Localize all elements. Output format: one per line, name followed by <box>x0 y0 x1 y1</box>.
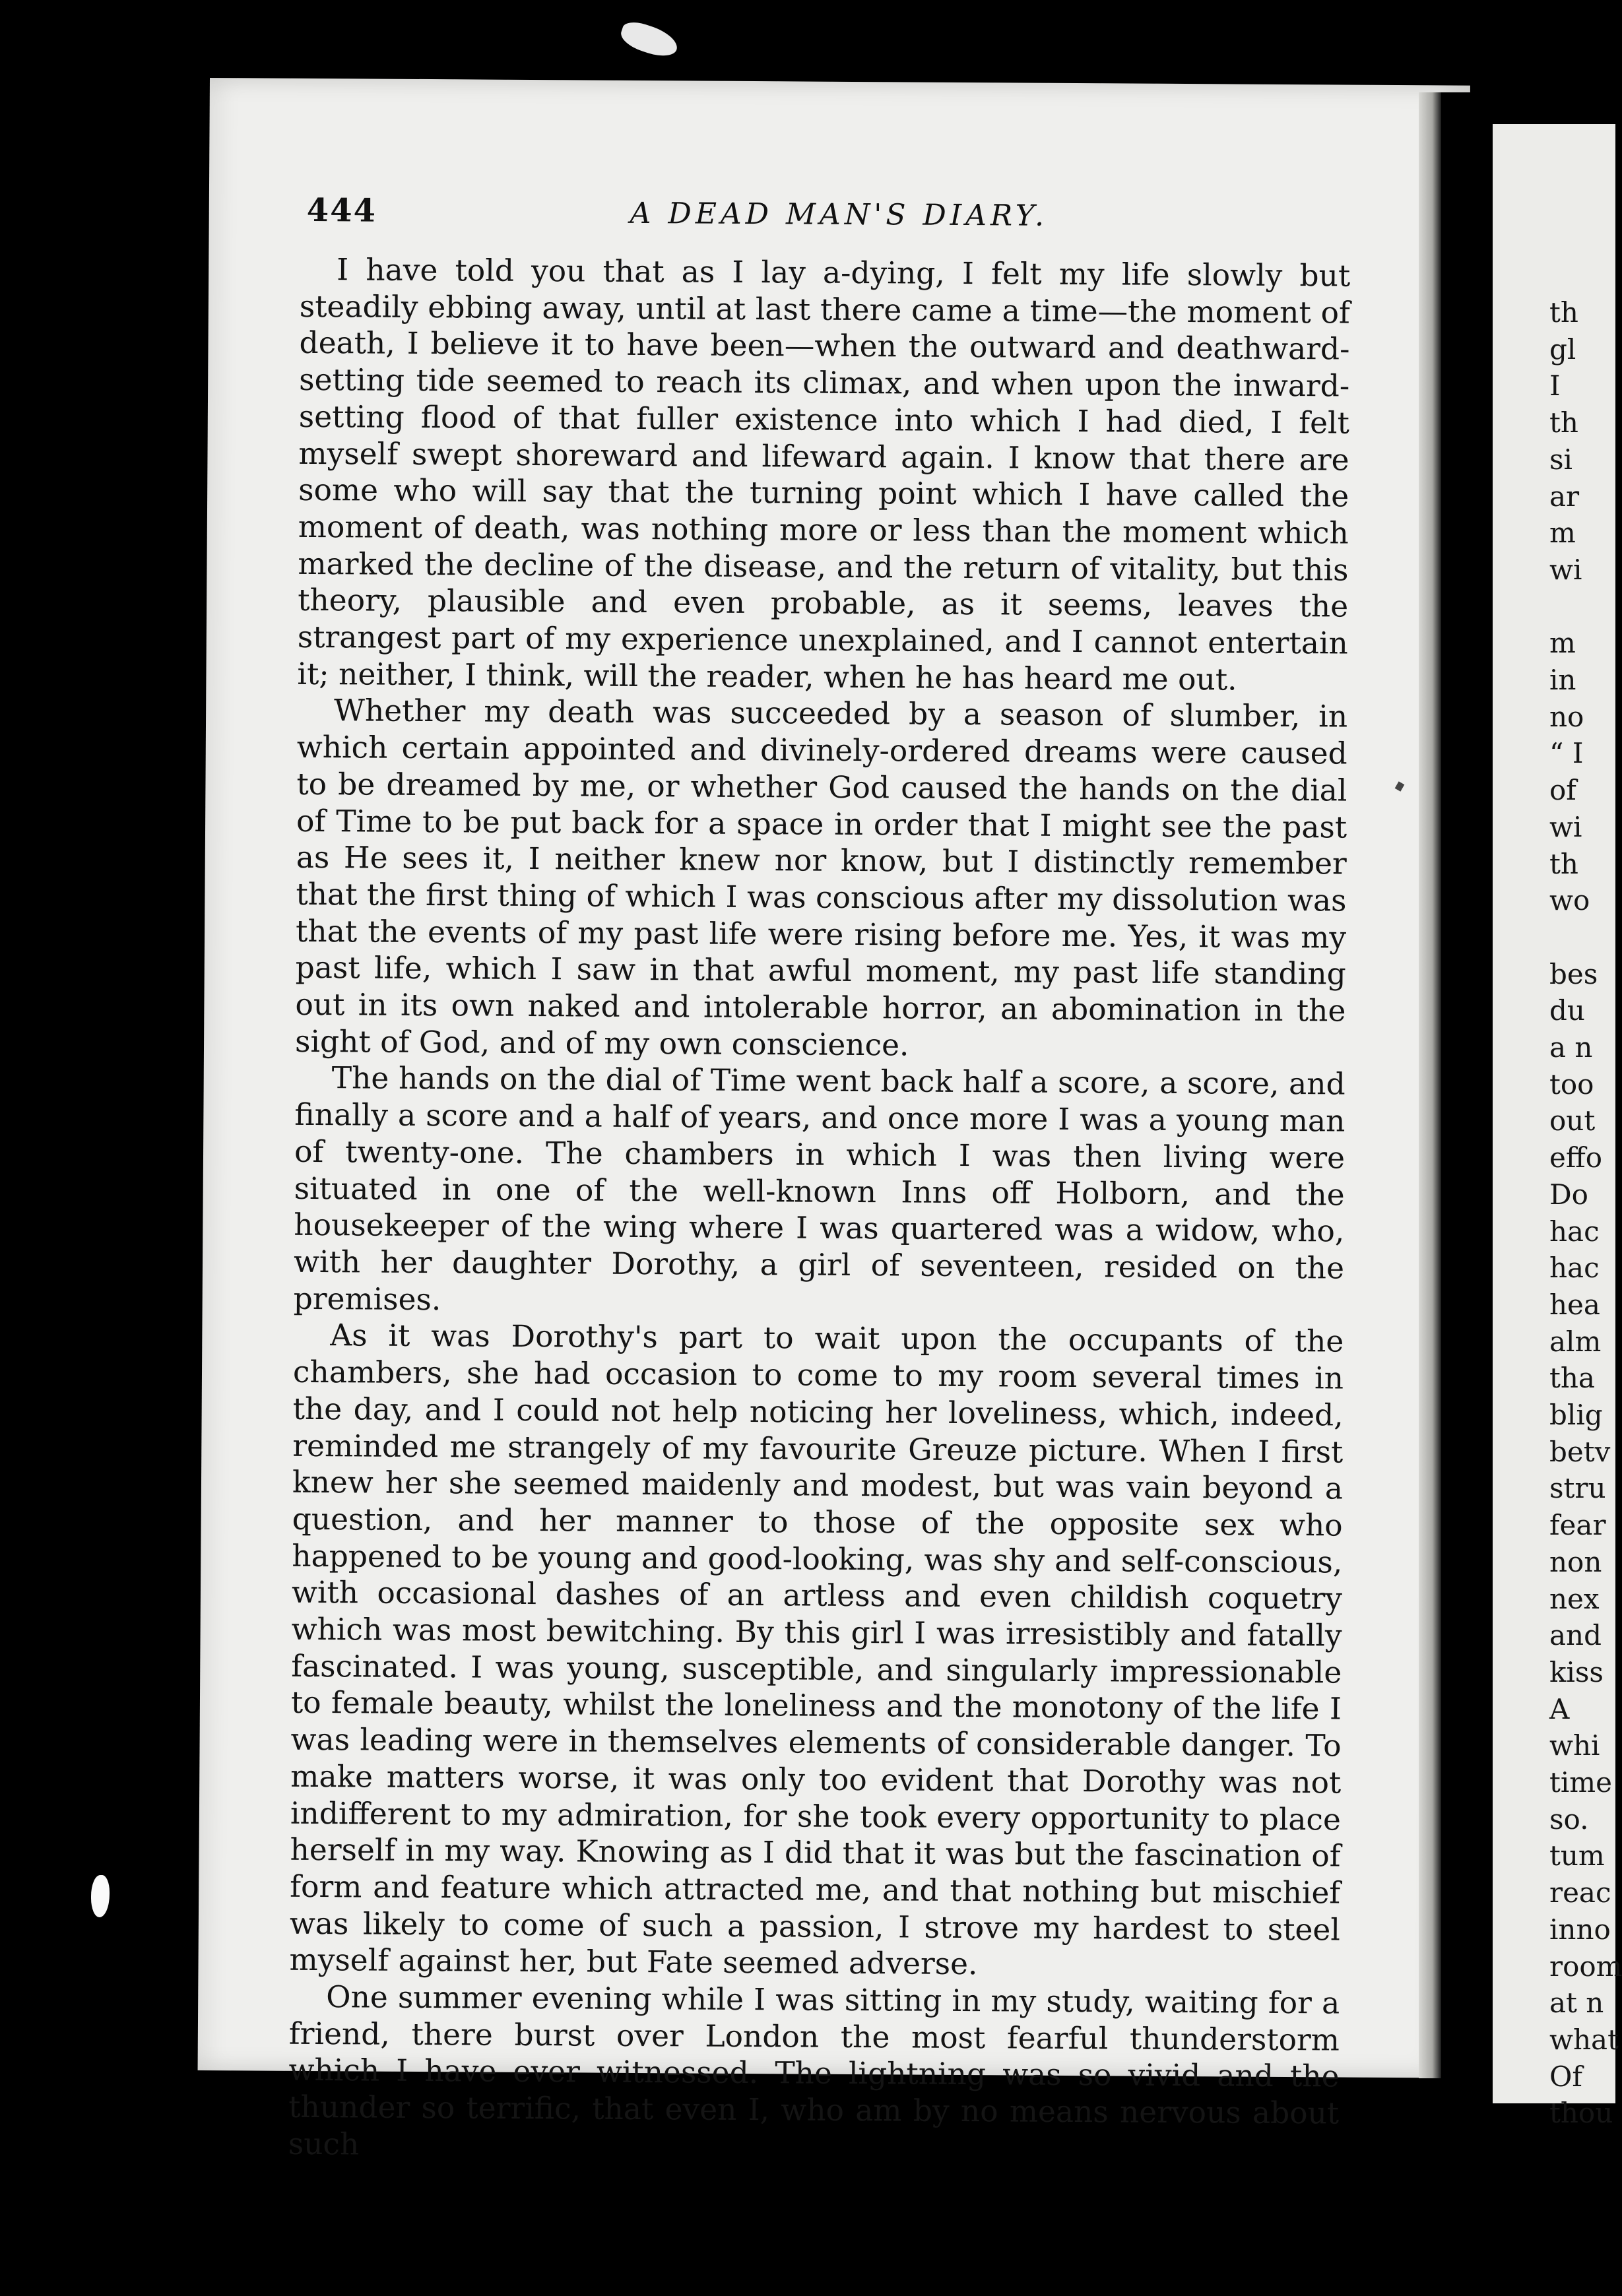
paragraph: The hands on the dial of Time went back half a score, a score, and finally a score and a half of years, and once more I was a young man of twenty-one. The chambers in which I was then living were situated in one of the well-known Inns off Holborn, and the housekeeper of the wing where I was quartered was a widow, who, with her daughter Dorothy, a girl of seventeen, resided on the premises. <box>293 1060 1346 1317</box>
facing-page-fragment: room <box>1549 1950 1622 1983</box>
facing-page-fragment: Of <box>1549 2060 1582 2093</box>
facing-page-fragment: a n <box>1549 1031 1593 1064</box>
facing-page-fragment: m <box>1549 627 1576 660</box>
facing-page-fragment: time <box>1549 1766 1612 1799</box>
scan-debris-mark <box>618 18 681 61</box>
facing-page-fragment: hea <box>1549 1288 1600 1321</box>
facing-page-fragment: and <box>1549 1619 1602 1652</box>
facing-page-fragment: blig <box>1549 1399 1603 1431</box>
facing-page-fragment: wi <box>1549 553 1582 586</box>
facing-page-fragment: A <box>1549 1692 1570 1725</box>
left-page <box>198 78 1470 2162</box>
facing-page-fragment: betv <box>1549 1435 1611 1468</box>
facing-page-fragment: fear <box>1549 1509 1606 1542</box>
facing-page-fragment: gl <box>1549 333 1576 366</box>
paragraph: One summer evening while I was sitting in my study, waiting for a friend, there burst over London the most fearful thunderstorm which I have ever witnessed. The lightning was so vivid and the thunder so terrific, that even I, who am by no means nervous about such <box>288 1979 1340 2162</box>
facing-page-fragment: “ I <box>1549 737 1584 770</box>
facing-page-fragment: kiss <box>1549 1655 1604 1688</box>
facing-page-fragment: stru <box>1549 1472 1606 1505</box>
facing-page-fragment: of <box>1549 774 1576 807</box>
facing-page-fragment: wo <box>1549 884 1590 917</box>
facing-page-fragment: I <box>1549 369 1561 402</box>
facing-page-fragment: no <box>1549 700 1584 733</box>
paragraph: Whether my death was succeeded by a season of slumber, in which certain appointed and divinely-ordered dreams were caused to be dreamed by me, or whether God caused the hands on the dial of Time to be put back for a space in order that I might see the past as He sees it, I neither knew nor know, but I distinctly remember that the first thing of which I was conscious after my dissolution was that the events of my past life were rising before me. Yes, it was my past life, which I saw in that awful moment, my past life standing out in its own naked and intolerable horror, an abomination in the sight of God, and of my own conscience. <box>294 693 1348 1063</box>
facing-page-fragment: what <box>1549 2023 1619 2056</box>
scan-debris-mark <box>91 1875 110 1917</box>
facing-page-fragment: ar <box>1549 480 1580 513</box>
facing-page-fragment: in <box>1549 664 1576 696</box>
facing-page-fragment: effo <box>1549 1141 1602 1174</box>
facing-page-fragment: nex <box>1549 1582 1600 1615</box>
facing-page-fragment: hac <box>1549 1252 1600 1285</box>
facing-page-fragment: thou <box>1549 2097 1613 2130</box>
facing-page-fragment: m <box>1549 517 1576 550</box>
page-header <box>307 192 1396 245</box>
page-number: 444 <box>306 191 377 230</box>
facing-page-fragment: th <box>1549 406 1578 439</box>
facing-page-fragment: too <box>1549 1068 1594 1100</box>
facing-page-fragment: non <box>1549 1545 1602 1578</box>
facing-page-fragment: th <box>1549 847 1578 880</box>
paragraph: As it was Dorothy's part to wait upon the occupants of the chambers, she had occasion to come to my room several times in the day, and I could not help noticing her loveliness, which, indeed, reminded me strangely of my favourite Greuze picture. When I first knew her she seemed maidenly and modest, but was vain beyond a question, and her manner to those of the opposite sex who happened to be young and good-looking, was shy and self-conscious, with occasional dashes of an artless and even childish coquetry which was most bewitching. By this girl I was irresistibly and fatally fascinated. I was young, susceptible, and singularly impressionable to female beauty, whilst the loneliness and the monotony of the life I was leading were in themselves elements of considerable danger. To make matters worse, it was only too evident that Dorothy was not indifferent to my admiration, for she took every opportunity to place herself in my way. Knowing as I did that it was but the fascination of form and feature which attracted me, and that nothing but mischief was likely to come of such a passion, I strove my hardest to steel myself against her, but Fate seemed adverse. <box>289 1318 1344 1982</box>
running-title: A DEAD MAN'S DIARY. <box>630 196 1049 233</box>
facing-page-fragment: bes <box>1549 957 1598 990</box>
paragraph: I have told you that as I lay a-dying, I felt my life slowly but steadily ebbing away, until at last there came a time—the moment of death, I believe it to have been—when the outward and deathward-setting tide seemed to reach its climax, and when upon the inward-setting flood of that fuller existence into which I had died, I felt myself swept shoreward and lifeward again. I know that there are some who will say that the turning point which I have called the moment of death, was nothing more or less than the moment which marked the decline of the disease, and the return of vitality, but this theory, plausible and even probable, as it seems, leaves the strangest part of my experience unexplained, and I cannot entertain it; neither, I think, will the reader, when he has heard me out. <box>297 252 1351 697</box>
page-edge <box>1419 92 1441 2078</box>
facing-page-fragment: tha <box>1549 1362 1595 1395</box>
facing-page-fragment: at n <box>1549 1987 1604 2020</box>
facing-page-fragment: reac <box>1549 1876 1611 1909</box>
facing-page-fragment: so. <box>1549 1802 1589 1835</box>
facing-page-fragment: tum <box>1549 1839 1605 1872</box>
facing-page-edge <box>1493 124 1622 2130</box>
facing-page-fragment: Do <box>1549 1178 1588 1211</box>
book-gutter <box>1441 92 1493 2111</box>
facing-page-fragment: hac <box>1549 1215 1600 1248</box>
facing-page-fragment: si <box>1549 443 1573 476</box>
page-body <box>288 251 1351 2169</box>
facing-page-fragment: whi <box>1549 1729 1600 1762</box>
facing-page-fragment: du <box>1549 994 1585 1027</box>
facing-page-fragment: wi <box>1549 810 1582 843</box>
facing-page-fragment: out <box>1549 1104 1596 1137</box>
facing-page-fragment: th <box>1549 296 1578 329</box>
facing-page-fragment: alm <box>1549 1325 1602 1358</box>
facing-page-fragment: inno <box>1549 1913 1611 1946</box>
